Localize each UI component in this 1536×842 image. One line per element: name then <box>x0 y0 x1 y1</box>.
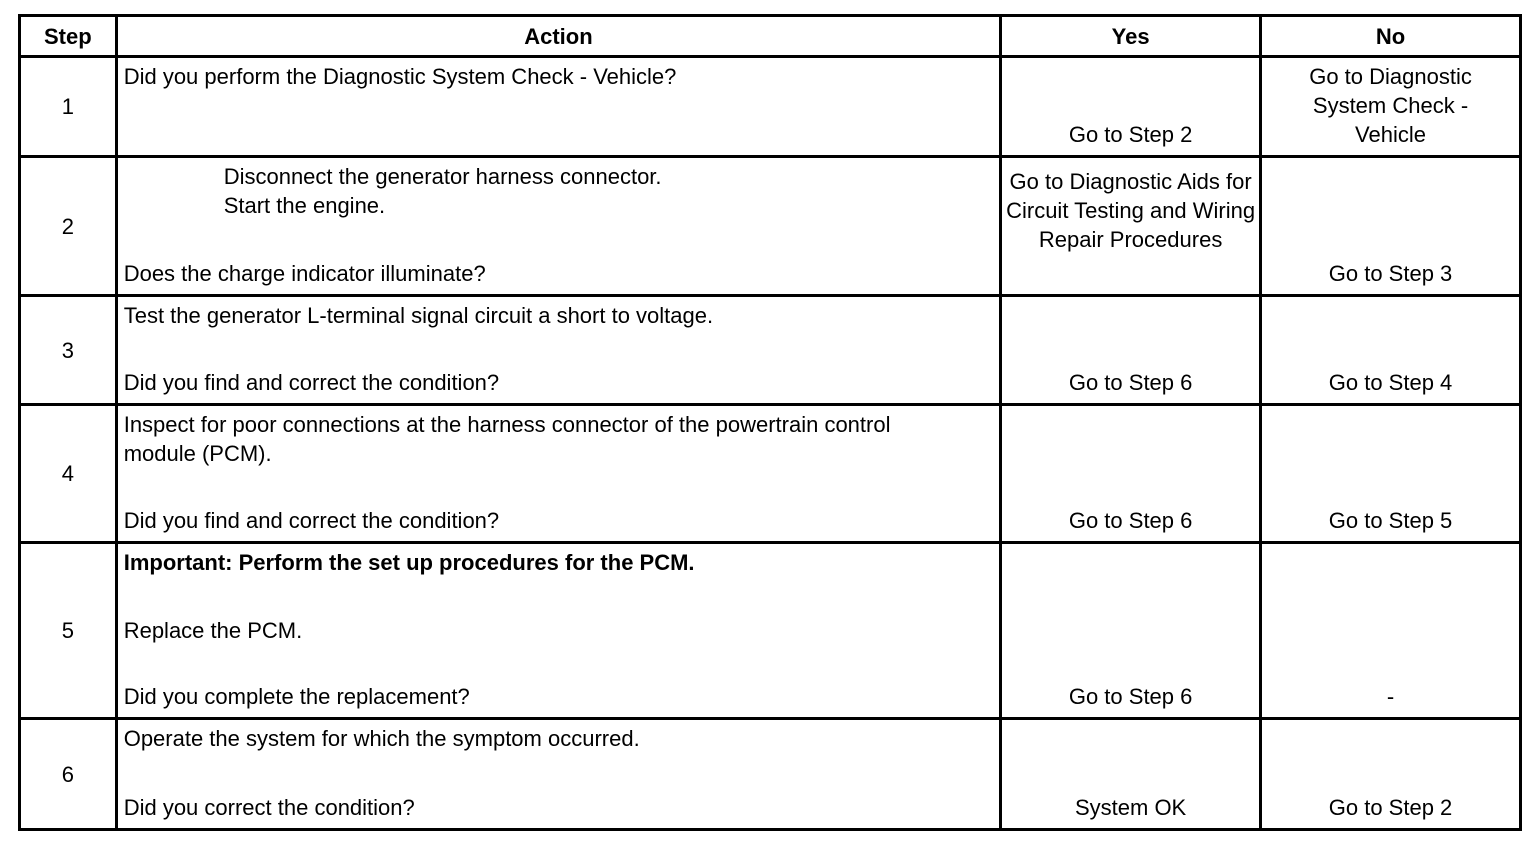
yes-result: System OK <box>1074 795 1187 820</box>
action-cell <box>116 57 1000 157</box>
action-line: Start the engine. <box>223 193 386 218</box>
yes-cell <box>1001 405 1261 543</box>
yes-result: Go to Step 6 <box>1068 684 1193 709</box>
table-row <box>20 405 1521 543</box>
no-cell <box>1261 719 1521 830</box>
step-number: 4 <box>20 405 117 543</box>
step-number: 5 <box>20 543 117 719</box>
yes-cell <box>1001 719 1261 830</box>
action-cell <box>116 543 1000 719</box>
table-header-row <box>20 16 1521 57</box>
step-number: 3 <box>20 296 117 405</box>
no-result: Go to Diagnostic System Check - Vehicle <box>1309 64 1472 147</box>
no-result: Go to Step 5 <box>1328 508 1453 533</box>
no-result: Go to Step 2 <box>1328 795 1453 820</box>
action-cell <box>116 157 1000 296</box>
action-question: Did you find and correct the condition? <box>123 508 500 533</box>
table-row <box>20 296 1521 405</box>
no-result: - <box>1386 684 1395 709</box>
header-yes: Yes <box>1001 16 1261 57</box>
yes-cell <box>1001 57 1261 157</box>
yes-result: Go to Step 6 <box>1068 508 1193 533</box>
action-cell <box>116 719 1000 830</box>
yes-result: Go to Step 6 <box>1068 370 1193 395</box>
header-step: Step <box>20 16 117 57</box>
action-cell <box>116 296 1000 405</box>
action-line: Inspect for poor connections at the harness connector of the powertrain control module (PCM). <box>123 412 891 466</box>
no-cell <box>1261 543 1521 719</box>
no-cell <box>1261 296 1521 405</box>
step-number: 6 <box>20 719 117 830</box>
table-row <box>20 57 1521 157</box>
header-action: Action <box>116 16 1000 57</box>
action-line: Did you perform the Diagnostic System Check - Vehicle? <box>123 64 677 89</box>
action-line: Replace the PCM. <box>123 618 303 643</box>
yes-cell <box>1001 157 1261 296</box>
action-question: Did you correct the condition? <box>123 795 415 820</box>
yes-cell <box>1001 543 1261 719</box>
yes-result: Go to Diagnostic Aids for Circuit Testing and Wiring Repair Procedures <box>1006 169 1256 252</box>
action-line: Test the generator L-terminal signal circuit a short to voltage. <box>123 303 714 328</box>
yes-result: Go to Step 2 <box>1068 122 1193 147</box>
action-question: Did you find and correct the condition? <box>123 370 500 395</box>
step-number: 2 <box>20 157 117 296</box>
table-row <box>20 719 1521 830</box>
action-cell <box>116 405 1000 543</box>
important-note: Important: Perform the set up procedures for the PCM. <box>123 550 695 575</box>
no-cell <box>1261 157 1521 296</box>
action-question: Did you complete the replacement? <box>123 684 470 709</box>
table-row <box>20 543 1521 719</box>
table-row <box>20 157 1521 296</box>
action-question: Does the charge indicator illuminate? <box>123 261 486 286</box>
no-result: Go to Step 4 <box>1328 370 1453 395</box>
no-cell <box>1261 57 1521 157</box>
diagnostic-table-container <box>18 14 1522 831</box>
step-number: 1 <box>20 57 117 157</box>
yes-cell <box>1001 296 1261 405</box>
no-cell <box>1261 405 1521 543</box>
diagnostic-table <box>18 14 1522 831</box>
action-line: Operate the system for which the symptom occurred. <box>123 726 640 751</box>
action-line: Disconnect the generator harness connector. <box>223 164 662 189</box>
no-result: Go to Step 3 <box>1328 261 1453 286</box>
header-no: No <box>1261 16 1521 57</box>
